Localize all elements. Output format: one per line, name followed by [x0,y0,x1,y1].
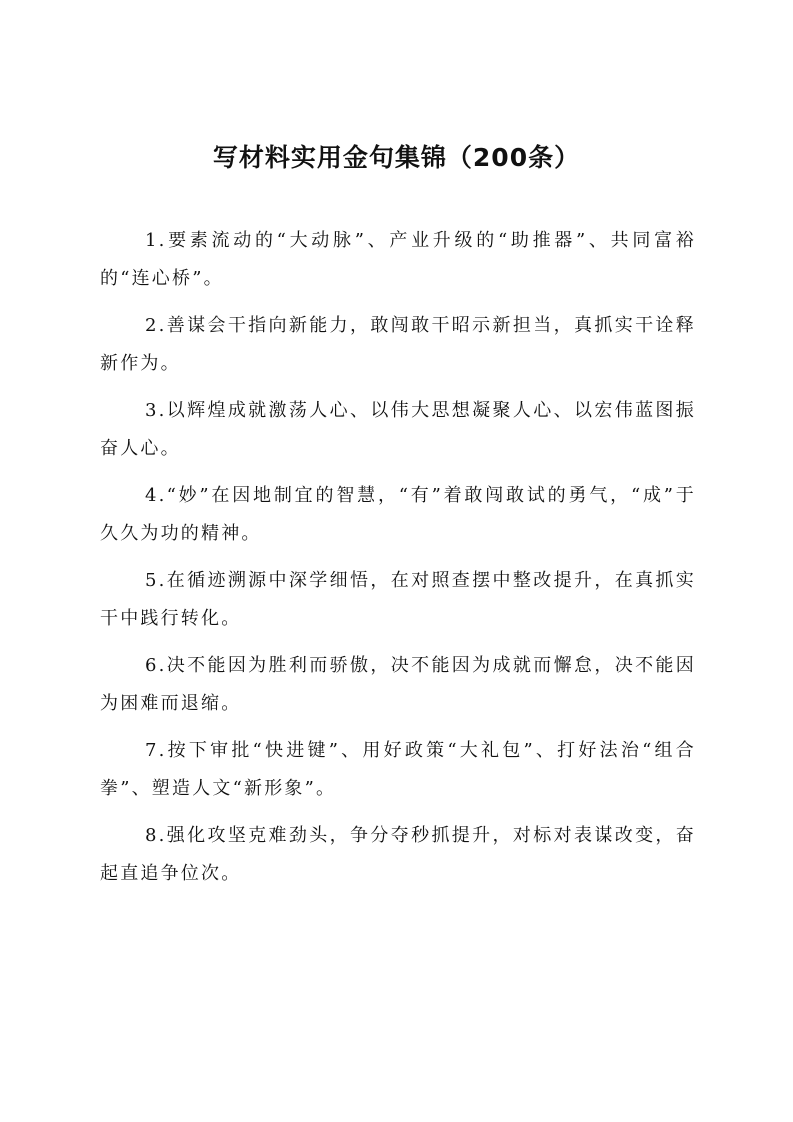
document-title: 写材料实用金句集锦（200条） [212,143,581,172]
list-item: 6.决不能因为胜利而骄傲，决不能因为成就而懈怠，决不能因为困难而退缩。 [100,655,696,714]
list-item: 8.强化攻坚克难劲头，争分夺秒抓提升，对标对表谋改变，奋起直追争位次。 [100,825,696,884]
list-item: 7.按下审批“快进键”、用好政策“大礼包”、打好法治“组合拳”、塑造人文“新形象”。 [100,740,696,799]
list-item: 4.“妙”在因地制宜的智慧，“有”着敢闯敢试的勇气，“成”于久久为功的精神。 [100,485,696,544]
list-item: 5.在循迹溯源中深学细悟，在对照查摆中整改提升，在真抓实干中践行转化。 [100,570,696,629]
list-item: 2.善谋会干指向新能力，敢闯敢干昭示新担当，真抓实干诠释新作为。 [100,315,696,374]
list-item: 3.以辉煌成就激荡人心、以伟大思想凝聚人心、以宏伟蓝图振奋人心。 [100,400,696,459]
sentence-list [100,222,696,902]
list-item: 1.要素流动的“大动脉”、产业升级的“助推器”、共同富裕的“连心桥”。 [100,230,696,289]
